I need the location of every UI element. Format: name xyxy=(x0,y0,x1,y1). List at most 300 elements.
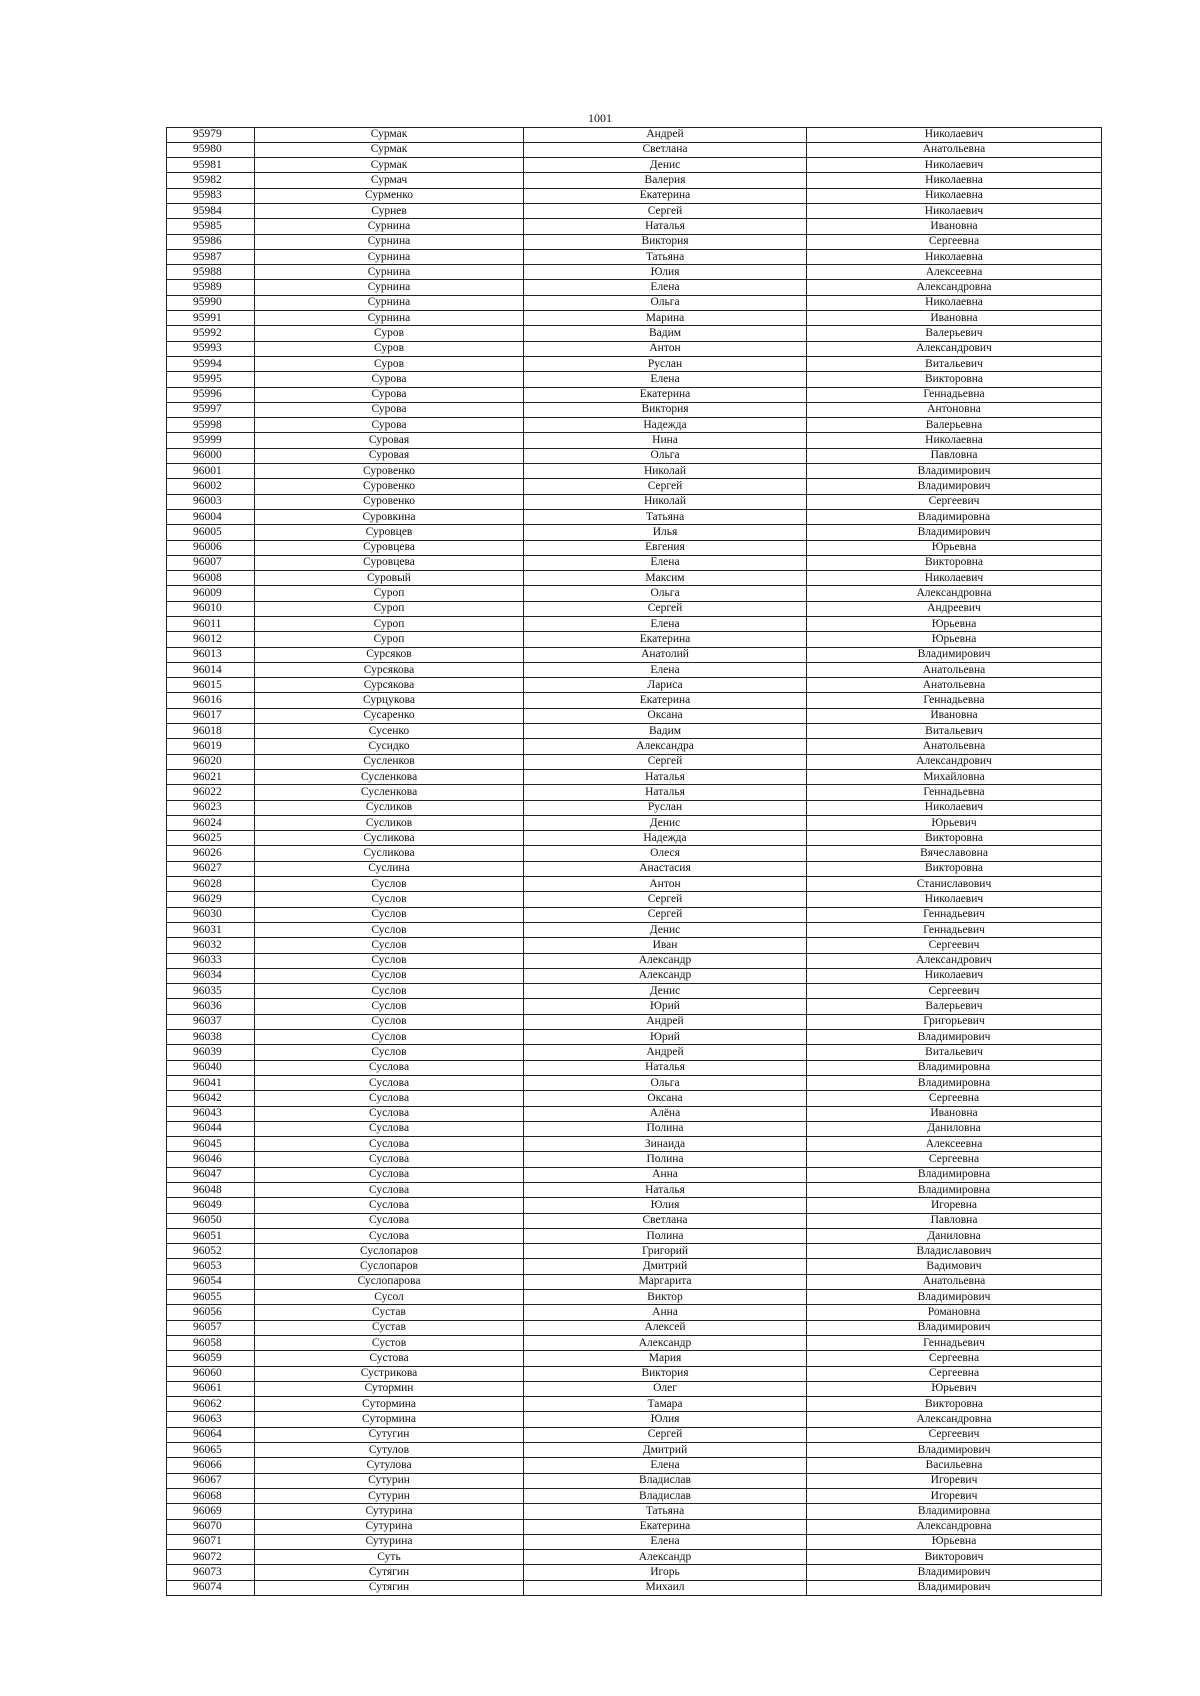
record-number-cell: 96016 xyxy=(167,693,255,708)
record-number-cell: 96044 xyxy=(167,1121,255,1136)
first-name-cell: Михаил xyxy=(524,1580,807,1595)
table-row xyxy=(167,234,1102,249)
record-number-cell: 96038 xyxy=(167,1030,255,1045)
patronymic-cell: Витальевич xyxy=(807,356,1102,371)
first-name-cell: Илья xyxy=(524,525,807,540)
table-row xyxy=(167,785,1102,800)
table-row xyxy=(167,1427,1102,1442)
record-number-cell: 96022 xyxy=(167,785,255,800)
patronymic-cell: Владимирович xyxy=(807,525,1102,540)
first-name-cell: Виктория xyxy=(524,1366,807,1381)
last-name-cell: Суслова xyxy=(255,1060,524,1075)
last-name-cell: Суслова xyxy=(255,1182,524,1197)
table-row xyxy=(167,295,1102,310)
last-name-cell: Суслова xyxy=(255,1228,524,1243)
last-name-cell: Суслов xyxy=(255,1030,524,1045)
last-name-cell: Сусликов xyxy=(255,815,524,830)
table-row xyxy=(167,1412,1102,1427)
first-name-cell: Елена xyxy=(524,662,807,677)
first-name-cell: Наталья xyxy=(524,1060,807,1075)
first-name-cell: Полина xyxy=(524,1228,807,1243)
last-name-cell: Сустова xyxy=(255,1351,524,1366)
table-row xyxy=(167,142,1102,157)
first-name-cell: Евгения xyxy=(524,540,807,555)
record-number-cell: 96046 xyxy=(167,1152,255,1167)
patronymic-cell: Николаевич xyxy=(807,158,1102,173)
record-number-cell: 96026 xyxy=(167,846,255,861)
record-number-cell: 96074 xyxy=(167,1580,255,1595)
table-row xyxy=(167,1259,1102,1274)
table-row xyxy=(167,1351,1102,1366)
first-name-cell: Сергей xyxy=(524,754,807,769)
first-name-cell: Олеся xyxy=(524,846,807,861)
last-name-cell: Суслов xyxy=(255,953,524,968)
record-number-cell: 96057 xyxy=(167,1320,255,1335)
first-name-cell: Нина xyxy=(524,433,807,448)
first-name-cell: Надежда xyxy=(524,831,807,846)
record-number-cell: 95985 xyxy=(167,219,255,234)
last-name-cell: Суроп xyxy=(255,617,524,632)
first-name-cell: Александр xyxy=(524,968,807,983)
table-row xyxy=(167,127,1102,142)
first-name-cell: Анна xyxy=(524,1305,807,1320)
table-row xyxy=(167,984,1102,999)
table-row xyxy=(167,938,1102,953)
record-number-cell: 96053 xyxy=(167,1259,255,1274)
record-number-cell: 96028 xyxy=(167,877,255,892)
registry-body xyxy=(167,127,1102,1596)
patronymic-cell: Сергеевна xyxy=(807,234,1102,249)
record-number-cell: 96015 xyxy=(167,678,255,693)
first-name-cell: Марина xyxy=(524,311,807,326)
first-name-cell: Екатерина xyxy=(524,188,807,203)
patronymic-cell: Александровна xyxy=(807,1519,1102,1534)
patronymic-cell: Павловна xyxy=(807,448,1102,463)
last-name-cell: Суслов xyxy=(255,999,524,1014)
last-name-cell: Сурнина xyxy=(255,295,524,310)
record-number-cell: 96011 xyxy=(167,617,255,632)
record-number-cell: 96035 xyxy=(167,984,255,999)
last-name-cell: Сусленкова xyxy=(255,769,524,784)
last-name-cell: Суслова xyxy=(255,1213,524,1228)
table-row xyxy=(167,754,1102,769)
record-number-cell: 96049 xyxy=(167,1198,255,1213)
table-row xyxy=(167,188,1102,203)
table-row xyxy=(167,1167,1102,1182)
record-number-cell: 95984 xyxy=(167,203,255,218)
patronymic-cell: Сергеевич xyxy=(807,938,1102,953)
first-name-cell: Елена xyxy=(524,555,807,570)
patronymic-cell: Викторовна xyxy=(807,1397,1102,1412)
patronymic-cell: Витальевич xyxy=(807,1045,1102,1060)
patronymic-cell: Ивановна xyxy=(807,1106,1102,1121)
table-row xyxy=(167,1519,1102,1534)
record-number-cell: 96036 xyxy=(167,999,255,1014)
record-number-cell: 96008 xyxy=(167,571,255,586)
last-name-cell: Суслова xyxy=(255,1137,524,1152)
first-name-cell: Екатерина xyxy=(524,632,807,647)
last-name-cell: Сустов xyxy=(255,1335,524,1350)
last-name-cell: Суслопаров xyxy=(255,1259,524,1274)
last-name-cell: Суслов xyxy=(255,922,524,937)
last-name-cell: Суслопарова xyxy=(255,1274,524,1289)
patronymic-cell: Александровна xyxy=(807,586,1102,601)
last-name-cell: Сурнина xyxy=(255,265,524,280)
patronymic-cell: Антоновна xyxy=(807,402,1102,417)
first-name-cell: Зинаида xyxy=(524,1137,807,1152)
last-name-cell: Суровцев xyxy=(255,525,524,540)
patronymic-cell: Владимирович xyxy=(807,1565,1102,1580)
table-row xyxy=(167,815,1102,830)
patronymic-cell: Андреевич xyxy=(807,601,1102,616)
record-number-cell: 96005 xyxy=(167,525,255,540)
patronymic-cell: Владиславович xyxy=(807,1244,1102,1259)
first-name-cell: Юлия xyxy=(524,1412,807,1427)
record-number-cell: 95990 xyxy=(167,295,255,310)
patronymic-cell: Владимирович xyxy=(807,479,1102,494)
last-name-cell: Сусенко xyxy=(255,724,524,739)
record-number-cell: 95981 xyxy=(167,158,255,173)
patronymic-cell: Владимировна xyxy=(807,509,1102,524)
first-name-cell: Юлия xyxy=(524,265,807,280)
patronymic-cell: Игоревич xyxy=(807,1488,1102,1503)
first-name-cell: Юрий xyxy=(524,1030,807,1045)
table-row xyxy=(167,632,1102,647)
table-row xyxy=(167,1091,1102,1106)
first-name-cell: Максим xyxy=(524,571,807,586)
record-number-cell: 96061 xyxy=(167,1381,255,1396)
table-row xyxy=(167,1443,1102,1458)
first-name-cell: Маргарита xyxy=(524,1274,807,1289)
record-number-cell: 96025 xyxy=(167,831,255,846)
first-name-cell: Антон xyxy=(524,341,807,356)
first-name-cell: Алёна xyxy=(524,1106,807,1121)
last-name-cell: Сутормина xyxy=(255,1412,524,1427)
first-name-cell: Валерия xyxy=(524,173,807,188)
last-name-cell: Суровцева xyxy=(255,555,524,570)
record-number-cell: 96009 xyxy=(167,586,255,601)
first-name-cell: Лариса xyxy=(524,678,807,693)
record-number-cell: 96002 xyxy=(167,479,255,494)
table-row xyxy=(167,1473,1102,1488)
first-name-cell: Андрей xyxy=(524,1045,807,1060)
record-number-cell: 96051 xyxy=(167,1228,255,1243)
first-name-cell: Сергей xyxy=(524,601,807,616)
first-name-cell: Ольга xyxy=(524,1075,807,1090)
patronymic-cell: Николаевна xyxy=(807,249,1102,264)
table-row xyxy=(167,1228,1102,1243)
first-name-cell: Наталья xyxy=(524,769,807,784)
table-row xyxy=(167,1274,1102,1289)
record-number-cell: 95987 xyxy=(167,249,255,264)
table-row xyxy=(167,1244,1102,1259)
record-number-cell: 95991 xyxy=(167,311,255,326)
patronymic-cell: Сергеевич xyxy=(807,984,1102,999)
patronymic-cell: Вячеславовна xyxy=(807,846,1102,861)
last-name-cell: Суровенко xyxy=(255,464,524,479)
patronymic-cell: Владимировна xyxy=(807,1075,1102,1090)
last-name-cell: Сусликова xyxy=(255,846,524,861)
first-name-cell: Николай xyxy=(524,464,807,479)
table-row xyxy=(167,571,1102,586)
patronymic-cell: Владимирович xyxy=(807,647,1102,662)
last-name-cell: Сурова xyxy=(255,372,524,387)
table-row xyxy=(167,173,1102,188)
last-name-cell: Суслова xyxy=(255,1152,524,1167)
table-row xyxy=(167,402,1102,417)
first-name-cell: Татьяна xyxy=(524,509,807,524)
last-name-cell: Сусликов xyxy=(255,800,524,815)
last-name-cell: Суроп xyxy=(255,632,524,647)
patronymic-cell: Сергеевна xyxy=(807,1351,1102,1366)
patronymic-cell: Васильевна xyxy=(807,1458,1102,1473)
patronymic-cell: Геннадьевич xyxy=(807,1335,1102,1350)
table-row xyxy=(167,1550,1102,1565)
record-number-cell: 96071 xyxy=(167,1534,255,1549)
patronymic-cell: Юрьевич xyxy=(807,815,1102,830)
patronymic-cell: Владимирович xyxy=(807,1443,1102,1458)
first-name-cell: Сергей xyxy=(524,892,807,907)
record-number-cell: 96024 xyxy=(167,815,255,830)
last-name-cell: Суслова xyxy=(255,1198,524,1213)
patronymic-cell: Даниловна xyxy=(807,1121,1102,1136)
first-name-cell: Тамара xyxy=(524,1397,807,1412)
first-name-cell: Андрей xyxy=(524,127,807,142)
record-number-cell: 96029 xyxy=(167,892,255,907)
patronymic-cell: Павловна xyxy=(807,1213,1102,1228)
patronymic-cell: Даниловна xyxy=(807,1228,1102,1243)
record-number-cell: 96037 xyxy=(167,1014,255,1029)
last-name-cell: Сурова xyxy=(255,402,524,417)
first-name-cell: Оксана xyxy=(524,1091,807,1106)
record-number-cell: 96067 xyxy=(167,1473,255,1488)
patronymic-cell: Анатольевна xyxy=(807,739,1102,754)
patronymic-cell: Юрьевна xyxy=(807,632,1102,647)
last-name-cell: Суслов xyxy=(255,984,524,999)
first-name-cell: Наталья xyxy=(524,785,807,800)
first-name-cell: Ольга xyxy=(524,586,807,601)
patronymic-cell: Геннадьевна xyxy=(807,785,1102,800)
table-row xyxy=(167,1305,1102,1320)
last-name-cell: Сурсяков xyxy=(255,647,524,662)
table-row xyxy=(167,953,1102,968)
last-name-cell: Суров xyxy=(255,341,524,356)
patronymic-cell: Николаевич xyxy=(807,968,1102,983)
record-number-cell: 96032 xyxy=(167,938,255,953)
record-number-cell: 96043 xyxy=(167,1106,255,1121)
patronymic-cell: Игоревна xyxy=(807,1198,1102,1213)
first-name-cell: Татьяна xyxy=(524,1504,807,1519)
last-name-cell: Сустрикова xyxy=(255,1366,524,1381)
last-name-cell: Суслова xyxy=(255,1075,524,1090)
patronymic-cell: Станиславович xyxy=(807,877,1102,892)
patronymic-cell: Александрович xyxy=(807,953,1102,968)
first-name-cell: Надежда xyxy=(524,418,807,433)
patronymic-cell: Валерьевич xyxy=(807,326,1102,341)
last-name-cell: Сутугин xyxy=(255,1427,524,1442)
last-name-cell: Суть xyxy=(255,1550,524,1565)
last-name-cell: Сутормин xyxy=(255,1381,524,1396)
table-row xyxy=(167,433,1102,448)
record-number-cell: 96062 xyxy=(167,1397,255,1412)
patronymic-cell: Алексеевна xyxy=(807,265,1102,280)
first-name-cell: Антон xyxy=(524,877,807,892)
last-name-cell: Сурмак xyxy=(255,158,524,173)
record-number-cell: 95982 xyxy=(167,173,255,188)
patronymic-cell: Ивановна xyxy=(807,219,1102,234)
first-name-cell: Григорий xyxy=(524,1244,807,1259)
patronymic-cell: Ивановна xyxy=(807,708,1102,723)
patronymic-cell: Геннадьевич xyxy=(807,922,1102,937)
record-number-cell: 95980 xyxy=(167,142,255,157)
record-number-cell: 96010 xyxy=(167,601,255,616)
last-name-cell: Суслина xyxy=(255,861,524,876)
record-number-cell: 96042 xyxy=(167,1091,255,1106)
table-row xyxy=(167,1335,1102,1350)
table-row xyxy=(167,1534,1102,1549)
last-name-cell: Суроп xyxy=(255,601,524,616)
table-row xyxy=(167,922,1102,937)
last-name-cell: Сутурина xyxy=(255,1534,524,1549)
patronymic-cell: Игоревич xyxy=(807,1473,1102,1488)
record-number-cell: 95983 xyxy=(167,188,255,203)
first-name-cell: Ольга xyxy=(524,448,807,463)
first-name-cell: Денис xyxy=(524,922,807,937)
patronymic-cell: Александрович xyxy=(807,754,1102,769)
table-row xyxy=(167,1182,1102,1197)
record-number-cell: 96065 xyxy=(167,1443,255,1458)
first-name-cell: Елена xyxy=(524,617,807,632)
record-number-cell: 96001 xyxy=(167,464,255,479)
table-row xyxy=(167,617,1102,632)
last-name-cell: Суслов xyxy=(255,1014,524,1029)
first-name-cell: Владислав xyxy=(524,1488,807,1503)
record-number-cell: 96019 xyxy=(167,739,255,754)
patronymic-cell: Геннадьевич xyxy=(807,907,1102,922)
last-name-cell: Сурсякова xyxy=(255,678,524,693)
patronymic-cell: Михайловна xyxy=(807,769,1102,784)
first-name-cell: Сергей xyxy=(524,203,807,218)
table-row xyxy=(167,1060,1102,1075)
table-row xyxy=(167,525,1102,540)
patronymic-cell: Владимирович xyxy=(807,1320,1102,1335)
record-number-cell: 96058 xyxy=(167,1335,255,1350)
patronymic-cell: Николаевна xyxy=(807,295,1102,310)
patronymic-cell: Юрьевна xyxy=(807,540,1102,555)
first-name-cell: Дмитрий xyxy=(524,1259,807,1274)
table-row xyxy=(167,1488,1102,1503)
patronymic-cell: Сергеевна xyxy=(807,1366,1102,1381)
table-row xyxy=(167,311,1102,326)
table-row xyxy=(167,693,1102,708)
last-name-cell: Суслов xyxy=(255,1045,524,1060)
patronymic-cell: Владимировна xyxy=(807,1182,1102,1197)
patronymic-cell: Сергеевич xyxy=(807,494,1102,509)
record-number-cell: 95979 xyxy=(167,127,255,142)
patronymic-cell: Николаевна xyxy=(807,173,1102,188)
patronymic-cell: Владимировна xyxy=(807,1504,1102,1519)
patronymic-cell: Владимировна xyxy=(807,1167,1102,1182)
registry-table xyxy=(166,127,1102,1597)
last-name-cell: Суровенко xyxy=(255,479,524,494)
record-number-cell: 96050 xyxy=(167,1213,255,1228)
first-name-cell: Андрей xyxy=(524,1014,807,1029)
last-name-cell: Суров xyxy=(255,326,524,341)
table-row xyxy=(167,907,1102,922)
first-name-cell: Руслан xyxy=(524,356,807,371)
last-name-cell: Сурова xyxy=(255,387,524,402)
patronymic-cell: Викторовна xyxy=(807,861,1102,876)
record-number-cell: 95992 xyxy=(167,326,255,341)
last-name-cell: Суровенко xyxy=(255,494,524,509)
record-number-cell: 96014 xyxy=(167,662,255,677)
record-number-cell: 95994 xyxy=(167,356,255,371)
table-row xyxy=(167,708,1102,723)
table-row xyxy=(167,586,1102,601)
table-row xyxy=(167,1366,1102,1381)
patronymic-cell: Николаевич xyxy=(807,203,1102,218)
table-row xyxy=(167,1381,1102,1396)
table-row xyxy=(167,1213,1102,1228)
table-row xyxy=(167,739,1102,754)
record-number-cell: 96033 xyxy=(167,953,255,968)
last-name-cell: Сутулов xyxy=(255,1443,524,1458)
table-row xyxy=(167,1075,1102,1090)
record-number-cell: 96041 xyxy=(167,1075,255,1090)
record-number-cell: 96059 xyxy=(167,1351,255,1366)
table-row xyxy=(167,494,1102,509)
first-name-cell: Александр xyxy=(524,953,807,968)
last-name-cell: Сустав xyxy=(255,1320,524,1335)
patronymic-cell: Ивановна xyxy=(807,311,1102,326)
last-name-cell: Суслов xyxy=(255,938,524,953)
record-number-cell: 96030 xyxy=(167,907,255,922)
first-name-cell: Елена xyxy=(524,280,807,295)
table-row xyxy=(167,1152,1102,1167)
first-name-cell: Александра xyxy=(524,739,807,754)
first-name-cell: Наталья xyxy=(524,219,807,234)
record-number-cell: 96054 xyxy=(167,1274,255,1289)
first-name-cell: Мария xyxy=(524,1351,807,1366)
record-number-cell: 96006 xyxy=(167,540,255,555)
record-number-cell: 96004 xyxy=(167,509,255,524)
last-name-cell: Суслопаров xyxy=(255,1244,524,1259)
patronymic-cell: Юрьевич xyxy=(807,1381,1102,1396)
patronymic-cell: Николаевич xyxy=(807,127,1102,142)
last-name-cell: Суроп xyxy=(255,586,524,601)
last-name-cell: Сурнина xyxy=(255,219,524,234)
patronymic-cell: Николаевна xyxy=(807,188,1102,203)
last-name-cell: Сурмак xyxy=(255,142,524,157)
first-name-cell: Оксана xyxy=(524,708,807,723)
record-number-cell: 96070 xyxy=(167,1519,255,1534)
last-name-cell: Сурова xyxy=(255,418,524,433)
first-name-cell: Екатерина xyxy=(524,1519,807,1534)
patronymic-cell: Алексеевна xyxy=(807,1137,1102,1152)
record-number-cell: 95995 xyxy=(167,372,255,387)
table-row xyxy=(167,509,1102,524)
record-number-cell: 96069 xyxy=(167,1504,255,1519)
first-name-cell: Виктор xyxy=(524,1290,807,1305)
first-name-cell: Елена xyxy=(524,1534,807,1549)
table-row xyxy=(167,280,1102,295)
record-number-cell: 96018 xyxy=(167,724,255,739)
first-name-cell: Полина xyxy=(524,1121,807,1136)
table-row xyxy=(167,540,1102,555)
record-number-cell: 96060 xyxy=(167,1366,255,1381)
table-row xyxy=(167,1504,1102,1519)
last-name-cell: Сусидко xyxy=(255,739,524,754)
